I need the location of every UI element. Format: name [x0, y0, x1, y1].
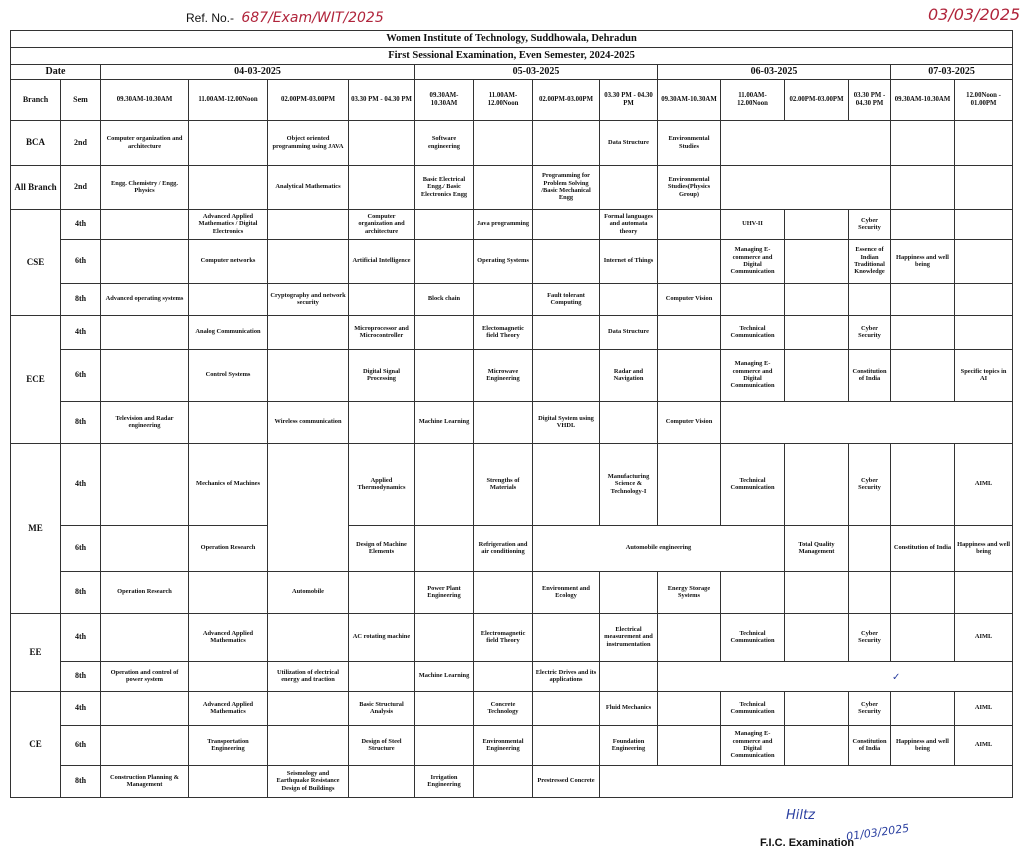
subject-cell: Programming for Problem Solving /Basic Mechanical Engg: [533, 165, 600, 209]
subject-cell: Electrical measurement and instrumentation: [600, 613, 658, 661]
subject-cell: [101, 315, 189, 349]
subject-cell: [474, 165, 533, 209]
subject-cell: [955, 315, 1013, 349]
subject-cell: Power Plant Engineering: [415, 571, 474, 613]
subject-cell: [189, 283, 268, 315]
subject-cell: Internet of Things: [600, 239, 658, 283]
subject-cell: [268, 613, 349, 661]
subject-cell: Advanced Applied Mathematics: [189, 613, 268, 661]
ref-label: Ref. No.-: [186, 11, 235, 25]
subject-cell: Happiness and well being: [891, 725, 955, 765]
subject-cell: Java programming: [474, 209, 533, 239]
subject-cell: [101, 613, 189, 661]
ref-value: 687/Exam/WIT/2025: [241, 10, 384, 26]
subject-cell: [891, 349, 955, 401]
sem-cell: 6th: [61, 349, 101, 401]
subject-cell: [849, 283, 891, 315]
signature: Hiltz: [786, 808, 815, 823]
subject-cell: UHV-II: [721, 209, 785, 239]
subject-cell: Cyber Security: [849, 613, 891, 661]
table-row: [11, 765, 1013, 797]
empty-cell: [891, 165, 955, 209]
time-slot: 03.30 PM - 04.30 PM: [849, 79, 891, 120]
subject-cell: [101, 209, 189, 239]
subject-cell: [268, 725, 349, 765]
table-row: [11, 283, 1013, 315]
subject-cell: [785, 571, 849, 613]
subject-cell: [891, 315, 955, 349]
subject-cell: Digital Signal Processing: [349, 349, 415, 401]
time-slot: 09.30AM-10.30AM: [101, 79, 189, 120]
subject-cell: Cyber Security: [849, 443, 891, 525]
table-row: [11, 571, 1013, 613]
subject-cell: [474, 571, 533, 613]
subject-cell: [955, 239, 1013, 283]
subject-cell: Electric Drives and its applications: [533, 661, 600, 691]
subject-cell: Microwave Engineering: [474, 349, 533, 401]
subject-cell: [658, 239, 721, 283]
subject-cell: Technical Communication: [721, 443, 785, 525]
subject-cell: Computer networks: [189, 239, 268, 283]
subject-cell: [349, 401, 415, 443]
exam-schedule-table: [10, 30, 1013, 798]
sem-cell: 2nd: [61, 120, 101, 165]
table-row: [11, 691, 1013, 725]
sem-cell: 8th: [61, 401, 101, 443]
subject-cell: [533, 691, 600, 725]
subject-cell: Design of Machine Elements: [349, 525, 415, 571]
institute-title: Women Institute of Technology, Suddhowala, Dehradun: [11, 31, 1013, 48]
subject-cell: Transportation Engineering: [189, 725, 268, 765]
subject-cell: Prestressed Concrete: [533, 765, 600, 797]
subject-cell: [600, 283, 658, 315]
subject-cell: [785, 315, 849, 349]
sem-cell: 4th: [61, 315, 101, 349]
subject-cell: [891, 283, 955, 315]
table-row: [11, 401, 1013, 443]
subject-cell: Constitution of India: [891, 525, 955, 571]
table-row: [11, 165, 1013, 209]
subject-cell: [415, 613, 474, 661]
subject-cell: Formal languages and automata theory: [600, 209, 658, 239]
subject-cell: [955, 283, 1013, 315]
time-slot: 02.00PM-03.00PM: [268, 79, 349, 120]
subject-cell: Construction Planning & Management: [101, 765, 189, 797]
subject-cell: [658, 443, 721, 525]
subject-cell: [474, 765, 533, 797]
subject-cell: [101, 239, 189, 283]
subject-cell: Constitution of India: [849, 349, 891, 401]
subject-cell: Cyber Security: [849, 691, 891, 725]
subject-cell: [785, 613, 849, 661]
sem-cell: 8th: [61, 661, 101, 691]
subject-cell: Foundation Engineering: [600, 725, 658, 765]
subject-cell: [849, 571, 891, 613]
subject-cell: Operation Research: [101, 571, 189, 613]
subject-cell: Applied Thermodynamics: [349, 443, 415, 525]
subject-cell: [474, 120, 533, 165]
subject-cell: Environmental Studies: [658, 120, 721, 165]
subject-cell: [955, 571, 1013, 613]
sem-cell: 4th: [61, 209, 101, 239]
time-slot: 12.00Noon - 01.00PM: [955, 79, 1013, 120]
subject-cell: Energy Storage Systems: [658, 571, 721, 613]
subject-cell: [600, 401, 658, 443]
time-slot: 03.30 PM - 04.30 PM: [600, 79, 658, 120]
subject-cell: Constitution of India: [849, 725, 891, 765]
date-2: 05-03-2025: [415, 65, 658, 80]
subject-cell: [101, 349, 189, 401]
subject-cell: [415, 315, 474, 349]
subject-cell: Software engineering: [415, 120, 474, 165]
subject-cell: Advanced Applied Mathematics: [189, 691, 268, 725]
subject-cell: Operation Research: [189, 525, 268, 571]
subject-cell: Specific topics in AI: [955, 349, 1013, 401]
subject-cell: Managing E-commerce and Digital Communication: [721, 239, 785, 283]
subject-cell: [891, 691, 955, 725]
table-row: [11, 209, 1013, 239]
subject-cell: [101, 525, 189, 571]
subject-cell: [268, 691, 349, 725]
table-row: [11, 725, 1013, 765]
sem-cell: 8th: [61, 765, 101, 797]
subject-cell: [268, 315, 349, 349]
exam-title: First Sessional Examination, Even Semester, 2024-2025: [11, 48, 1013, 65]
subject-cell: Control Systems: [189, 349, 268, 401]
time-slot: 11.00AM-12.00Noon: [721, 79, 785, 120]
subject-cell: Cyber Security: [849, 209, 891, 239]
sem-header: Sem: [61, 79, 101, 120]
sem-cell: 6th: [61, 525, 101, 571]
table-row: [11, 239, 1013, 283]
branch-cell: CSE: [11, 209, 61, 315]
subject-cell: [268, 239, 349, 283]
subject-cell: Object oriented programming using JAVA: [268, 120, 349, 165]
time-slot: 09.30AM-10.30AM: [891, 79, 955, 120]
sem-cell: 8th: [61, 571, 101, 613]
subject-cell: Computer Vision: [658, 401, 721, 443]
subject-cell: [349, 165, 415, 209]
branch-cell: BCA: [11, 120, 61, 165]
subject-cell: AIML: [955, 613, 1013, 661]
subject-cell: [785, 691, 849, 725]
subject-cell: [658, 209, 721, 239]
subject-cell: [349, 661, 415, 691]
sem-cell: 4th: [61, 691, 101, 725]
signature-date: 01/03/2025: [845, 821, 911, 844]
subject-cell: [101, 725, 189, 765]
subject-cell: Analytical Mathematics: [268, 165, 349, 209]
subject-cell: [474, 401, 533, 443]
time-slot: 03.30 PM - 04.30 PM: [349, 79, 415, 120]
fic-examination-label: F.I.C. Examination: [760, 837, 855, 849]
subject-cell: Engg. Chemistry / Engg. Physics: [101, 165, 189, 209]
subject-cell: [533, 349, 600, 401]
reference-number: [186, 10, 384, 26]
subject-cell: Automobile: [268, 571, 349, 613]
subject-cell: Fault tolerant Computing: [533, 283, 600, 315]
issue-date: 03/03/2025: [928, 5, 1021, 24]
subject-cell: [533, 120, 600, 165]
subject-cell: [658, 725, 721, 765]
subject-cell: [891, 209, 955, 239]
subject-cell: Electomagnetic field Theory: [474, 315, 533, 349]
table-row: [11, 661, 1013, 691]
sem-cell: 2nd: [61, 165, 101, 209]
subject-cell: Essence of Indian Traditional Knowledge: [849, 239, 891, 283]
subject-cell: Operation and control of power system: [101, 661, 189, 691]
subject-cell: [533, 613, 600, 661]
subject-cell: Artificial Intelligence: [349, 239, 415, 283]
subject-cell: Computer organization and architecture: [101, 120, 189, 165]
subject-cell: Computer organization and architecture: [349, 209, 415, 239]
subject-cell: [415, 691, 474, 725]
subject-cell: Advanced Applied Mathematics / Digital Electronics: [189, 209, 268, 239]
date-3: 06-03-2025: [658, 65, 891, 80]
subject-cell: [268, 349, 349, 401]
subject-cell: Technical Communication: [721, 613, 785, 661]
subject-cell: AIML: [955, 725, 1013, 765]
subject-cell: Design of Steel Structure: [349, 725, 415, 765]
time-slot: 11.00AM-12.00Noon: [474, 79, 533, 120]
subject-cell: [658, 315, 721, 349]
subject-cell: Managing E-commerce and Digital Communication: [721, 349, 785, 401]
time-slot: 09.30AM-10.30AM: [415, 79, 474, 120]
subject-cell: Data Structure: [600, 120, 658, 165]
branch-cell: CE: [11, 691, 61, 797]
subject-cell: Environmental Studies(Physics Group): [658, 165, 721, 209]
subject-cell: Computer Vision: [658, 283, 721, 315]
subject-cell: Data Structure: [600, 315, 658, 349]
empty-cell: [268, 443, 349, 571]
subject-cell: Machine Learning: [415, 401, 474, 443]
subject-cell: Radar and Navigation: [600, 349, 658, 401]
time-slot: 09.30AM-10.30AM: [658, 79, 721, 120]
sem-cell: 8th: [61, 283, 101, 315]
subject-cell: [415, 443, 474, 525]
empty-cell: [955, 120, 1013, 165]
subject-cell: AIML: [955, 691, 1013, 725]
subject-cell: [349, 120, 415, 165]
table-row: [11, 443, 1013, 525]
subject-cell: Machine Learning: [415, 661, 474, 691]
subject-cell: [415, 239, 474, 283]
subject-cell: [415, 349, 474, 401]
branch-cell: EE: [11, 613, 61, 691]
subject-cell: [785, 443, 849, 525]
subject-cell: [189, 661, 268, 691]
subject-cell: Operating Systems: [474, 239, 533, 283]
empty-cell: [658, 661, 1013, 691]
subject-cell: [349, 765, 415, 797]
subject-cell: Advanced operating systems: [101, 283, 189, 315]
subject-cell: [600, 661, 658, 691]
subject-cell: [721, 283, 785, 315]
subject-cell: [600, 571, 658, 613]
handwritten-tick-mark: ✓: [892, 672, 901, 683]
sem-cell: 4th: [61, 613, 101, 661]
subject-cell: [891, 571, 955, 613]
subject-cell: Electromagnetic field Theory: [474, 613, 533, 661]
sem-cell: 6th: [61, 239, 101, 283]
subject-cell: Irrigation Engineering: [415, 765, 474, 797]
subject-cell: [533, 209, 600, 239]
branch-header: Branch: [11, 79, 61, 120]
time-slot: 02.00PM-03.00PM: [533, 79, 600, 120]
subject-cell: [849, 525, 891, 571]
date-1: 04-03-2025: [101, 65, 415, 80]
subject-cell: Cyber Security: [849, 315, 891, 349]
subject-cell: [189, 120, 268, 165]
branch-cell: All Branch: [11, 165, 61, 209]
subject-cell: [891, 613, 955, 661]
subject-cell: Environmental Engineering: [474, 725, 533, 765]
subject-cell: Analog Communication: [189, 315, 268, 349]
subject-cell: [658, 613, 721, 661]
subject-cell: [189, 571, 268, 613]
date-label: Date: [11, 65, 101, 80]
table-row: [11, 315, 1013, 349]
subject-cell: Utilization of electrical energy and traction: [268, 661, 349, 691]
time-slot: 02.00PM-03.00PM: [785, 79, 849, 120]
subject-cell: [658, 691, 721, 725]
subject-cell: [785, 725, 849, 765]
subject-cell: [785, 239, 849, 283]
time-slot: 11.00AM-12.00Noon: [189, 79, 268, 120]
subject-cell: [415, 725, 474, 765]
subject-cell: Strengths of Materials: [474, 443, 533, 525]
subject-cell: Happiness and well being: [955, 525, 1013, 571]
subject-cell: [415, 209, 474, 239]
subject-cell: Digital System using VHDL: [533, 401, 600, 443]
subject-cell: Technical Communication: [721, 691, 785, 725]
subject-cell: [891, 443, 955, 525]
subject-cell: Automobile engineering: [533, 525, 785, 571]
date-4: 07-03-2025: [891, 65, 1013, 80]
subject-cell: [101, 443, 189, 525]
subject-cell: Manufacturing Science & Technology-I: [600, 443, 658, 525]
subject-cell: Wireless communication: [268, 401, 349, 443]
branch-cell: ECE: [11, 315, 61, 443]
subject-cell: Managing E-commerce and Digital Communication: [721, 725, 785, 765]
subject-cell: [415, 525, 474, 571]
subject-cell: Cryptography and network security: [268, 283, 349, 315]
subject-cell: [533, 443, 600, 525]
subject-cell: [349, 283, 415, 315]
subject-cell: Television and Radar engineering: [101, 401, 189, 443]
subject-cell: AIML: [955, 443, 1013, 525]
subject-cell: [474, 283, 533, 315]
subject-cell: [101, 691, 189, 725]
subject-cell: Concrete Technology: [474, 691, 533, 725]
subject-cell: [533, 239, 600, 283]
subject-cell: Microprocessor and Microcontroller: [349, 315, 415, 349]
empty-cell: [721, 165, 891, 209]
subject-cell: Block chain: [415, 283, 474, 315]
subject-cell: Refrigeration and air conditioning: [474, 525, 533, 571]
subject-cell: [189, 165, 268, 209]
subject-cell: Mechanics of Machines: [189, 443, 268, 525]
subject-cell: [658, 349, 721, 401]
subject-cell: Environment and Ecology: [533, 571, 600, 613]
subject-cell: Basic Structural Analysis: [349, 691, 415, 725]
table-row: [11, 120, 1013, 165]
subject-cell: [785, 283, 849, 315]
empty-cell: [955, 165, 1013, 209]
empty-cell: [600, 765, 1013, 797]
table-row: [11, 613, 1013, 661]
table-row: [11, 525, 1013, 571]
subject-cell: [349, 571, 415, 613]
subject-cell: Total Quality Management: [785, 525, 849, 571]
sem-cell: 6th: [61, 725, 101, 765]
branch-cell: ME: [11, 443, 61, 613]
subject-cell: Happiness and well being: [891, 239, 955, 283]
subject-cell: [189, 765, 268, 797]
subject-cell: [474, 661, 533, 691]
subject-cell: [533, 725, 600, 765]
subject-cell: [785, 209, 849, 239]
subject-cell: [189, 401, 268, 443]
sem-cell: 4th: [61, 443, 101, 525]
subject-cell: AC rotating machine: [349, 613, 415, 661]
subject-cell: [268, 209, 349, 239]
subject-cell: [721, 571, 785, 613]
empty-cell: [721, 401, 1013, 443]
subject-cell: [785, 349, 849, 401]
empty-cell: [891, 120, 955, 165]
subject-cell: [955, 209, 1013, 239]
subject-cell: Basic Electrical Engg./ Basic Electronics Engg: [415, 165, 474, 209]
subject-cell: Technical Communication: [721, 315, 785, 349]
subject-cell: [533, 315, 600, 349]
subject-cell: Fluid Mechanics: [600, 691, 658, 725]
subject-cell: Seismology and Earthquake Resistance Design of Buildings: [268, 765, 349, 797]
table-row: [11, 349, 1013, 401]
subject-cell: [600, 165, 658, 209]
empty-cell: [721, 120, 891, 165]
